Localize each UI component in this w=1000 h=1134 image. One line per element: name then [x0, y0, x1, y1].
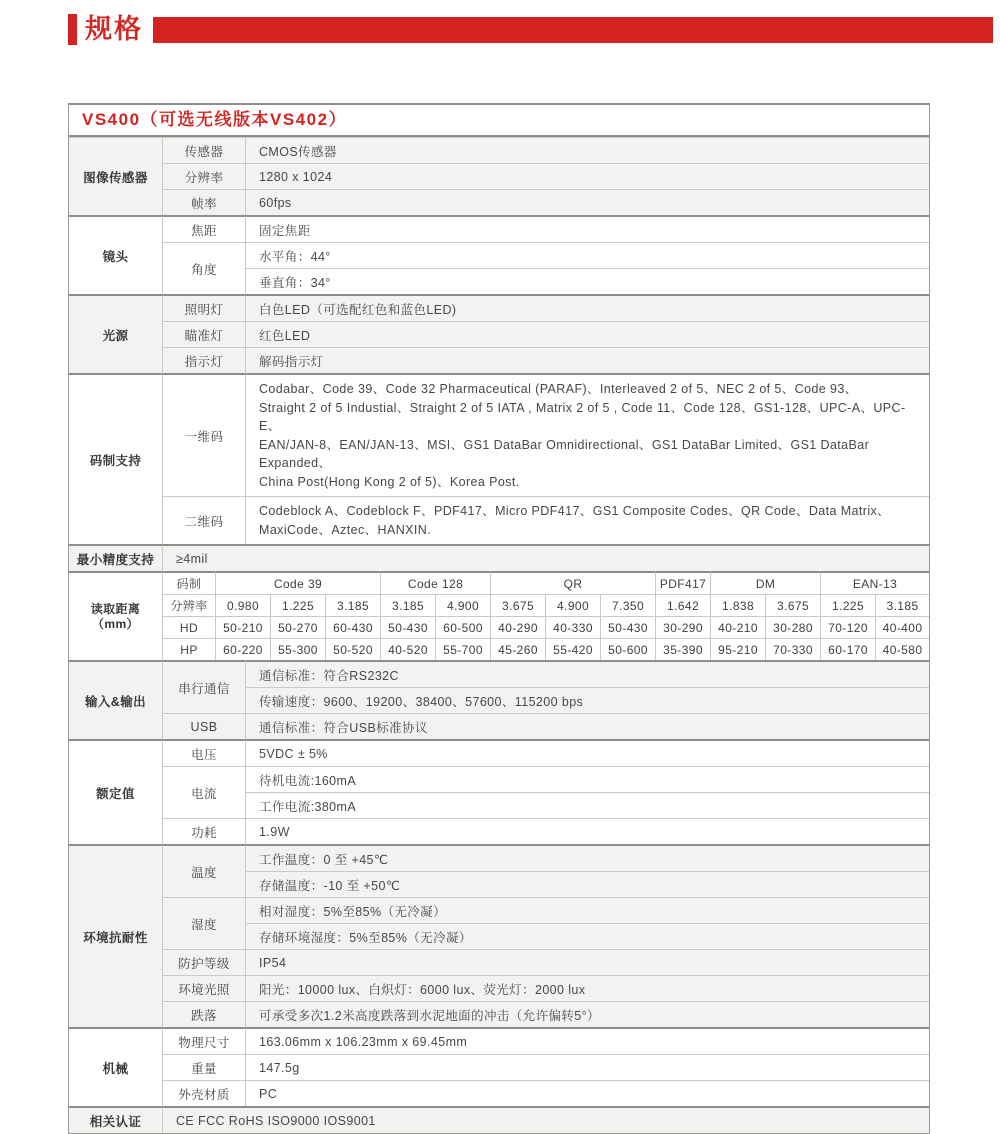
sub-label: 物理尺寸	[163, 1027, 246, 1054]
sub-label: 瞄准灯	[163, 321, 246, 347]
spec-value: 可承受多次1.2米高度跌落到水泥地面的冲击（允许偏转5°）	[246, 1001, 929, 1027]
group-label: 图像传感器	[69, 137, 163, 215]
spec-table-upper	[69, 137, 929, 571]
distance-cell: 60-220	[216, 638, 271, 660]
spec-value: 1.9W	[246, 818, 929, 844]
distance-cell: 55-420	[546, 638, 601, 660]
table-row	[69, 660, 929, 687]
sub-label: HP	[163, 638, 216, 660]
code-header: Code 39	[216, 571, 381, 594]
table-row	[69, 571, 929, 594]
spec-value: 60fps	[246, 189, 929, 215]
spec-table-lower	[69, 660, 929, 1133]
group-symbology	[69, 373, 929, 544]
table-row	[69, 949, 929, 975]
sub-label: 码制	[163, 571, 216, 594]
table-row	[69, 1027, 929, 1054]
distance-cell: 40-400	[876, 616, 929, 638]
spec-value: 白色LED（可选配红色和蓝色LED)	[246, 294, 929, 321]
distance-cell: 45-260	[491, 638, 546, 660]
sub-label: 角度	[163, 242, 246, 294]
distance-cell: 30-280	[766, 616, 821, 638]
spec-value: 工作电流:380mA	[246, 792, 929, 818]
table-row	[69, 215, 929, 242]
page-title: 规格	[85, 14, 143, 44]
distance-cell: 30-290	[656, 616, 711, 638]
header-red-bar	[153, 17, 993, 43]
distance-cell: 1.838	[711, 594, 766, 616]
distance-cell: 55-700	[436, 638, 491, 660]
table-row	[69, 294, 929, 321]
sub-label: 外壳材质	[163, 1080, 246, 1106]
sub-label: 湿度	[163, 897, 246, 949]
distance-cell: 95-210	[711, 638, 766, 660]
symbology-1d-line: EAN/JAN-8、EAN/JAN-13、MSI、GS1 DataBar Omnidirectional、GS1 DataBar Limited、GS1 DataBar Expanded、	[259, 437, 870, 470]
sub-label: 一维码	[163, 373, 246, 496]
distance-cell: 50-430	[381, 616, 436, 638]
sub-label: 帧率	[163, 189, 246, 215]
distance-cell: 50-210	[216, 616, 271, 638]
table-row	[69, 739, 929, 766]
group-label: 环境抗耐性	[69, 844, 163, 1027]
table-row	[69, 897, 929, 923]
group-label: 光源	[69, 294, 163, 373]
distance-cell: 70-330	[766, 638, 821, 660]
spec-value: IP54	[246, 949, 929, 975]
spec-value	[246, 496, 929, 544]
spec-value: 阳光：10000 lux、白炽灯：6000 lux、荧光灯：2000 lux	[246, 975, 929, 1001]
distance-cell: 3.185	[326, 594, 381, 616]
product-title: VS400（可选无线版本VS402）	[69, 105, 929, 137]
table-row	[69, 818, 929, 844]
spec-value: 5VDC ± 5%	[246, 739, 929, 766]
spec-value: 垂直角：34°	[246, 268, 929, 294]
sub-label: 照明灯	[163, 294, 246, 321]
reading-distance-table	[69, 571, 929, 660]
distance-label-line1: 读取距离	[90, 601, 141, 616]
spec-value: 163.06mm x 106.23mm x 69.45mm	[246, 1027, 929, 1054]
spec-value: 相对湿度：5%至85%（无冷凝）	[246, 897, 929, 923]
group-label: 额定值	[69, 739, 163, 844]
distance-cell: 3.185	[381, 594, 436, 616]
spec-value: 147.5g	[246, 1054, 929, 1080]
distance-cell: 4.900	[546, 594, 601, 616]
symbology-1d-line: Codabar、Code 39、Code 32 Pharmaceutical (PARAF)、Interleaved 2 of 5、NEC 2 of 5、Code 93、	[259, 382, 858, 396]
spec-value: 工作温度：0 至 +45℃	[246, 844, 929, 871]
distance-cell: 0.980	[216, 594, 271, 616]
spec-value: 固定焦距	[246, 215, 929, 242]
distance-cell: 40-330	[546, 616, 601, 638]
sub-label: 重量	[163, 1054, 246, 1080]
sub-label: 传感器	[163, 137, 246, 163]
sub-label: HD	[163, 616, 216, 638]
table-row	[69, 766, 929, 792]
group-certification	[69, 1106, 929, 1133]
symbology-1d-line: China Post(Hong Kong 2 of 5)、Korea Post.	[259, 474, 520, 489]
spec-value: 水平角：44°	[246, 242, 929, 268]
page-header	[68, 13, 993, 46]
sub-label: 防护等级	[163, 949, 246, 975]
spec-value: 待机电流:160mA	[246, 766, 929, 792]
group-min-precision	[69, 544, 929, 571]
distance-cell: 50-520	[326, 638, 381, 660]
table-row	[69, 347, 929, 373]
spec-value: 红色LED	[246, 321, 929, 347]
code-header: EAN-13	[821, 571, 929, 594]
spec-value: ≥4mil	[163, 544, 929, 571]
symbology-2d-line: Codeblock A、Codeblock F、PDF417、Micro PDF417、GS1 Composite Codes、QR Code、Data Matrix、	[259, 504, 891, 518]
spec-value: 存储温度：-10 至 +50℃	[246, 871, 929, 897]
code-header: Code 128	[381, 571, 491, 594]
spec-value: CE FCC RoHS ISO9000 IOS9001	[163, 1106, 929, 1133]
distance-cell: 40-520	[381, 638, 436, 660]
group-rating	[69, 739, 929, 844]
distance-cell: 40-210	[711, 616, 766, 638]
symbology-2d-line: MaxiCode、Aztec、HANXIN.	[259, 522, 432, 537]
distance-cell: 1.225	[821, 594, 876, 616]
spec-value: 解码指示灯	[246, 347, 929, 373]
distance-cell: 3.185	[876, 594, 929, 616]
group-label: 镜头	[69, 215, 163, 294]
distance-cell: 3.675	[491, 594, 546, 616]
sub-label: 分辨率	[163, 594, 216, 616]
group-label: 输入&输出	[69, 660, 163, 739]
spec-value	[246, 373, 929, 496]
spec-value: 1280 x 1024	[246, 163, 929, 189]
sub-label: 电压	[163, 739, 246, 766]
group-light-source	[69, 294, 929, 373]
distance-cell: 70-120	[821, 616, 876, 638]
distance-cell: 60-170	[821, 638, 876, 660]
group-label	[69, 571, 163, 660]
group-mechanical	[69, 1027, 929, 1106]
table-row	[69, 373, 929, 496]
table-row	[69, 544, 929, 571]
sub-label: 焦距	[163, 215, 246, 242]
distance-cell: 3.675	[766, 594, 821, 616]
distance-cell: 50-430	[601, 616, 656, 638]
spec-panel	[68, 103, 930, 1134]
sub-label: 指示灯	[163, 347, 246, 373]
table-row	[69, 1080, 929, 1106]
distance-cell: 40-290	[491, 616, 546, 638]
group-environment	[69, 844, 929, 1027]
group-label: 机械	[69, 1027, 163, 1106]
group-reading-distance	[69, 571, 929, 660]
table-row	[69, 1054, 929, 1080]
sub-label: 功耗	[163, 818, 246, 844]
distance-cell: 40-580	[876, 638, 929, 660]
sub-label: 环境光照	[163, 975, 246, 1001]
spec-value: 通信标准：符合USB标准协议	[246, 713, 929, 739]
table-row	[69, 594, 929, 616]
section-marker-bar	[68, 14, 77, 45]
distance-cell: 4.900	[436, 594, 491, 616]
group-label: 码制支持	[69, 373, 163, 544]
spec-value: 传输速度：9600、19200、38400、57600、115200 bps	[246, 687, 929, 713]
distance-cell: 60-430	[326, 616, 381, 638]
spec-value: 通信标准：符合RS232C	[246, 660, 929, 687]
table-row	[69, 1001, 929, 1027]
table-row	[69, 163, 929, 189]
table-row	[69, 616, 929, 638]
distance-cell: 50-600	[601, 638, 656, 660]
group-io	[69, 660, 929, 739]
distance-cell: 50-270	[271, 616, 326, 638]
table-row	[69, 975, 929, 1001]
group-lens	[69, 215, 929, 294]
symbology-1d-line: Straight 2 of 5 Industial、Straight 2 of 5 IATA , Matrix 2 of 5 , Code 11、Code 128、GS1-128、UPC-A、UPC-E、	[259, 400, 906, 433]
distance-cell: 7.350	[601, 594, 656, 616]
table-row	[69, 638, 929, 660]
spec-value: PC	[246, 1080, 929, 1106]
spec-value: 存储环境湿度：5%至85%（无冷凝）	[246, 923, 929, 949]
distance-cell: 55-300	[271, 638, 326, 660]
distance-cell: 60-500	[436, 616, 491, 638]
table-row	[69, 1106, 929, 1133]
table-row	[69, 189, 929, 215]
sub-label: 分辨率	[163, 163, 246, 189]
table-row	[69, 496, 929, 544]
sub-label: 电流	[163, 766, 246, 818]
distance-label-line2: （mm）	[92, 616, 139, 631]
table-row	[69, 137, 929, 163]
table-row	[69, 321, 929, 347]
code-header: PDF417	[656, 571, 711, 594]
group-label: 相关认证	[69, 1106, 163, 1133]
sub-label: 二维码	[163, 496, 246, 544]
sub-label: 跌落	[163, 1001, 246, 1027]
distance-cell: 1.225	[271, 594, 326, 616]
spec-value: CMOS传感器	[246, 137, 929, 163]
code-header: QR	[491, 571, 656, 594]
table-row	[69, 844, 929, 871]
distance-cell: 35-390	[656, 638, 711, 660]
group-label: 最小精度支持	[69, 544, 163, 571]
sub-label: 串行通信	[163, 660, 246, 713]
distance-cell: 1.642	[656, 594, 711, 616]
sub-label: USB	[163, 713, 246, 739]
table-row	[69, 713, 929, 739]
table-row	[69, 242, 929, 268]
sub-label: 温度	[163, 844, 246, 897]
code-header: DM	[711, 571, 821, 594]
group-image-sensor	[69, 137, 929, 215]
